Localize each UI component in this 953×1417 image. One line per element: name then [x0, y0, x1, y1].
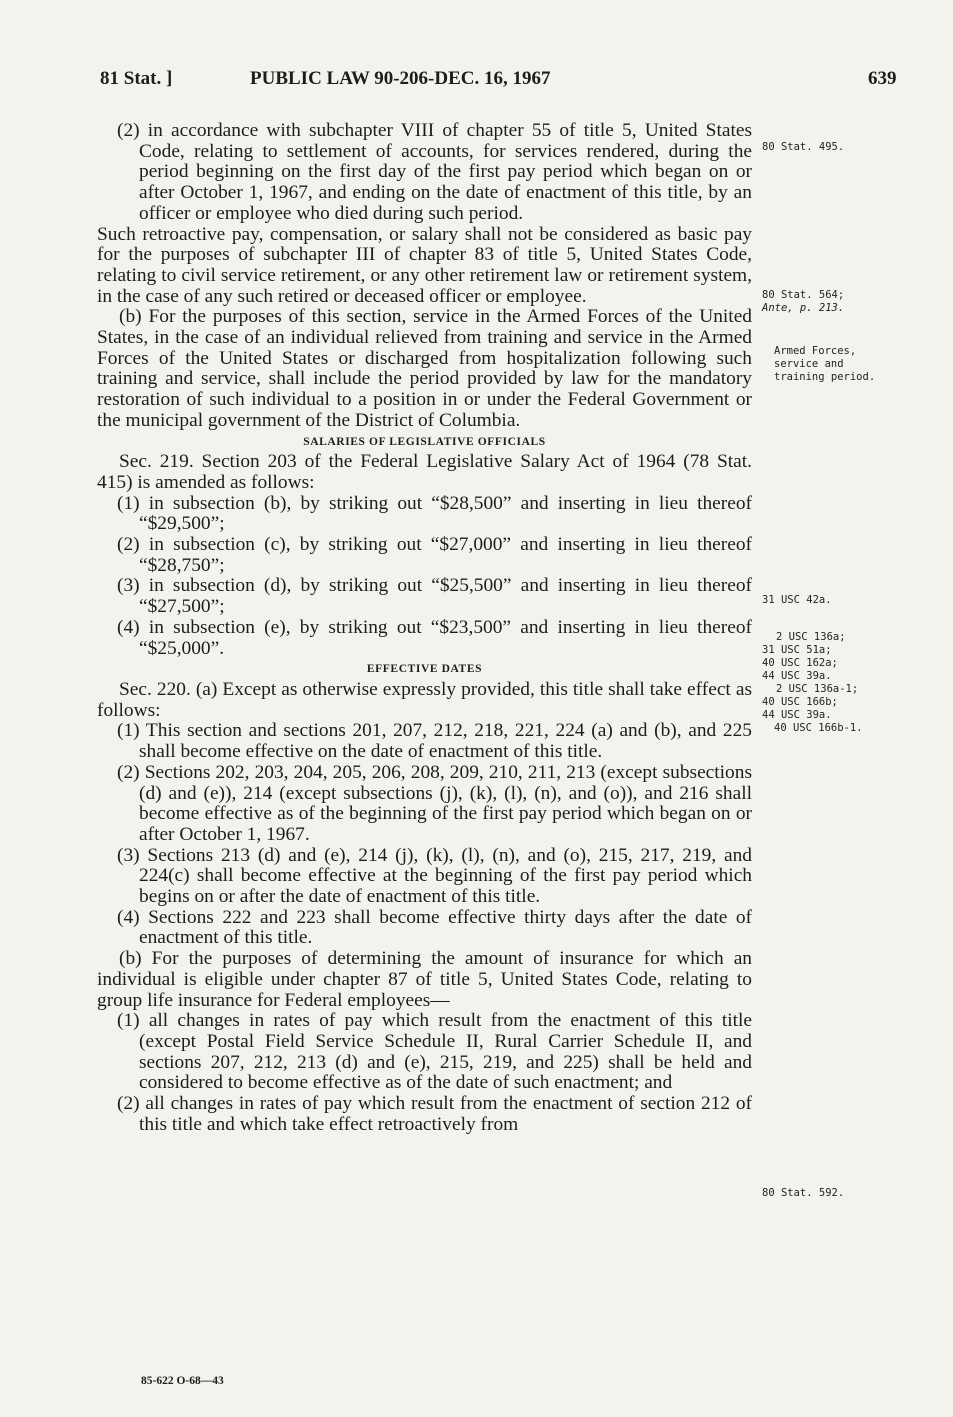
heading-salaries: SALARIES OF LEGISLATIVE OFFICIALS [303, 435, 546, 448]
margin-note-text: 40 USC 162a; [762, 657, 838, 669]
heading-effective-dates: EFFECTIVE DATES [366, 663, 483, 676]
margin-note-80-stat-564 [762, 289, 892, 315]
main-text-column [97, 121, 752, 1135]
margin-note-text: 44 USC 39a. [762, 709, 832, 721]
header-page-number: 639 [868, 68, 897, 89]
margin-note-text: 80 Stat. 564; [762, 289, 845, 301]
margin-note-text: 31 USC 42a. [762, 594, 832, 606]
section-220-b-item: (1) all changes in rates of pay which result from the enactment of this title (except Postal Field Service Schedule II, Rural Carrier Schedule II, and sections 207, 212, 213 (d) and (e), 215, 219, and 225) shall be held and considered to become effective as of the date of such enactment; and [117, 1010, 752, 1094]
paragraph-b-armed-forces: (b) For the purposes of this section, service in the Armed Forces of the United States, in the case of an individual relieved from training and service in the Armed Forces of the United States or discharged from hospitalization following such training and service, shall include the period provided by law for the mandatory restoration of such individual to a position in or under the Federal Government or the municipal government of the District of Columbia. [97, 306, 752, 431]
margin-note-80-stat-495 [762, 141, 892, 154]
margin-note-text: 40 USC 166b-1. [774, 722, 863, 734]
section-219: Sec. 219. Section 203 of the Federal Legislative Salary Act of 1964 (78 Stat. 415) is amended as follows: [97, 451, 752, 493]
margin-note-text: 44 USC 39a. [762, 670, 832, 682]
section-220-item: (3) Sections 213 (d) and (e), 214 (j), (k), (l), (n), and (o), 215, 217, 219, and 224(c) shall become effective at the beginning of the first pay period which begins on or after the date of enactment of this title. [117, 844, 752, 908]
margin-note-text: service and [774, 358, 844, 370]
margin-note-80-stat-592 [762, 1187, 892, 1200]
margin-note-text: 2 USC 136a-1; [776, 683, 859, 695]
section-220-item: (1) This section and sections 201, 207, 212, 218, 221, 224 (a) and (b), and 225 shall become effective on the date of enactment of this title. [117, 720, 752, 763]
margin-note-usc-list [762, 631, 892, 735]
header-stat: 81 Stat. ] [100, 68, 173, 89]
section-219-item: (1) in subsection (b), by striking out “$28,500” and inserting in lieu thereof “$29,500”; [117, 492, 752, 535]
section-220: Sec. 220. (a) Except as otherwise expressly provided, this title shall take effect as follows: [97, 678, 752, 721]
section-220-b-item: (2) all changes in rates of pay which result from the enactment of section 212 of this title and which take effect retroactively from [117, 1093, 752, 1135]
page-header [100, 68, 900, 94]
section-219-item: (2) in subsection (c), by striking out “$27,000” and inserting in lieu thereof “$28,750”; [117, 534, 752, 576]
header-title: PUBLIC LAW 90-206-DEC. 16, 1967 [250, 68, 551, 89]
margin-note-text: training period. [774, 371, 876, 383]
margin-note-text: Armed Forces, [774, 345, 857, 357]
section-220-item: (4) Sections 222 and 223 shall become effective thirty days after the date of enactment of this title. [117, 906, 752, 949]
section-219-item: (3) in subsection (d), by striking out “$25,500” and inserting in lieu thereof “$27,500”; [117, 575, 752, 618]
margin-note-text: 2 USC 136a; [776, 631, 846, 643]
margin-note-armed-forces [774, 345, 904, 384]
margin-note-31-usc-42a [762, 594, 892, 607]
margin-note-text: 40 USC 166b; [762, 696, 838, 708]
margin-note-text: 80 Stat. 495. [762, 141, 845, 153]
margin-note-text: 31 USC 51a; [762, 644, 832, 656]
margin-note-text: Ante, p. 213. [762, 302, 845, 314]
section-220-b: (b) For the purposes of determining the amount of insurance for which an individual is eligible under chapter 87 of title 5, United States Code, relating to group life insurance for Federal employees— [97, 948, 752, 1011]
retroactive-paragraph: Such retroactive pay, compensation, or salary shall not be considered as basic pay for the purposes of subchapter III of chapter 83 of title 5, United States Code, relating to civil service retirement, or any other retirement law or retirement system, in the case of any such retired or deceased officer or employee. [97, 223, 752, 307]
section-220-item: (2) Sections 202, 203, 204, 205, 206, 208, 209, 210, 211, 213 (except subsections (d) and (e)), 214 (except subsections (j), (k), (l), (n), and (o)), and 216 shall become effective as of the beginning of the first pay period which began on or after October 1, 1967. [117, 761, 752, 845]
margin-note-text: 80 Stat. 592. [762, 1187, 845, 1199]
footer-print-code: 85-622 O-68—43 [141, 1375, 224, 1387]
section-219-item: (4) in subsection (e), by striking out “$23,500” and inserting in lieu thereof “$25,000”. [117, 616, 752, 659]
item-2-settlement: (2) in accordance with subchapter VIII of chapter 55 of title 5, United States Code, relating to settlement of accounts, for services rendered, during the period beginning on the first day of the first pay period which began on or after October 1, 1967, and ending on the date of enactment of this title, by an officer or employee who died during such period. [117, 120, 752, 224]
